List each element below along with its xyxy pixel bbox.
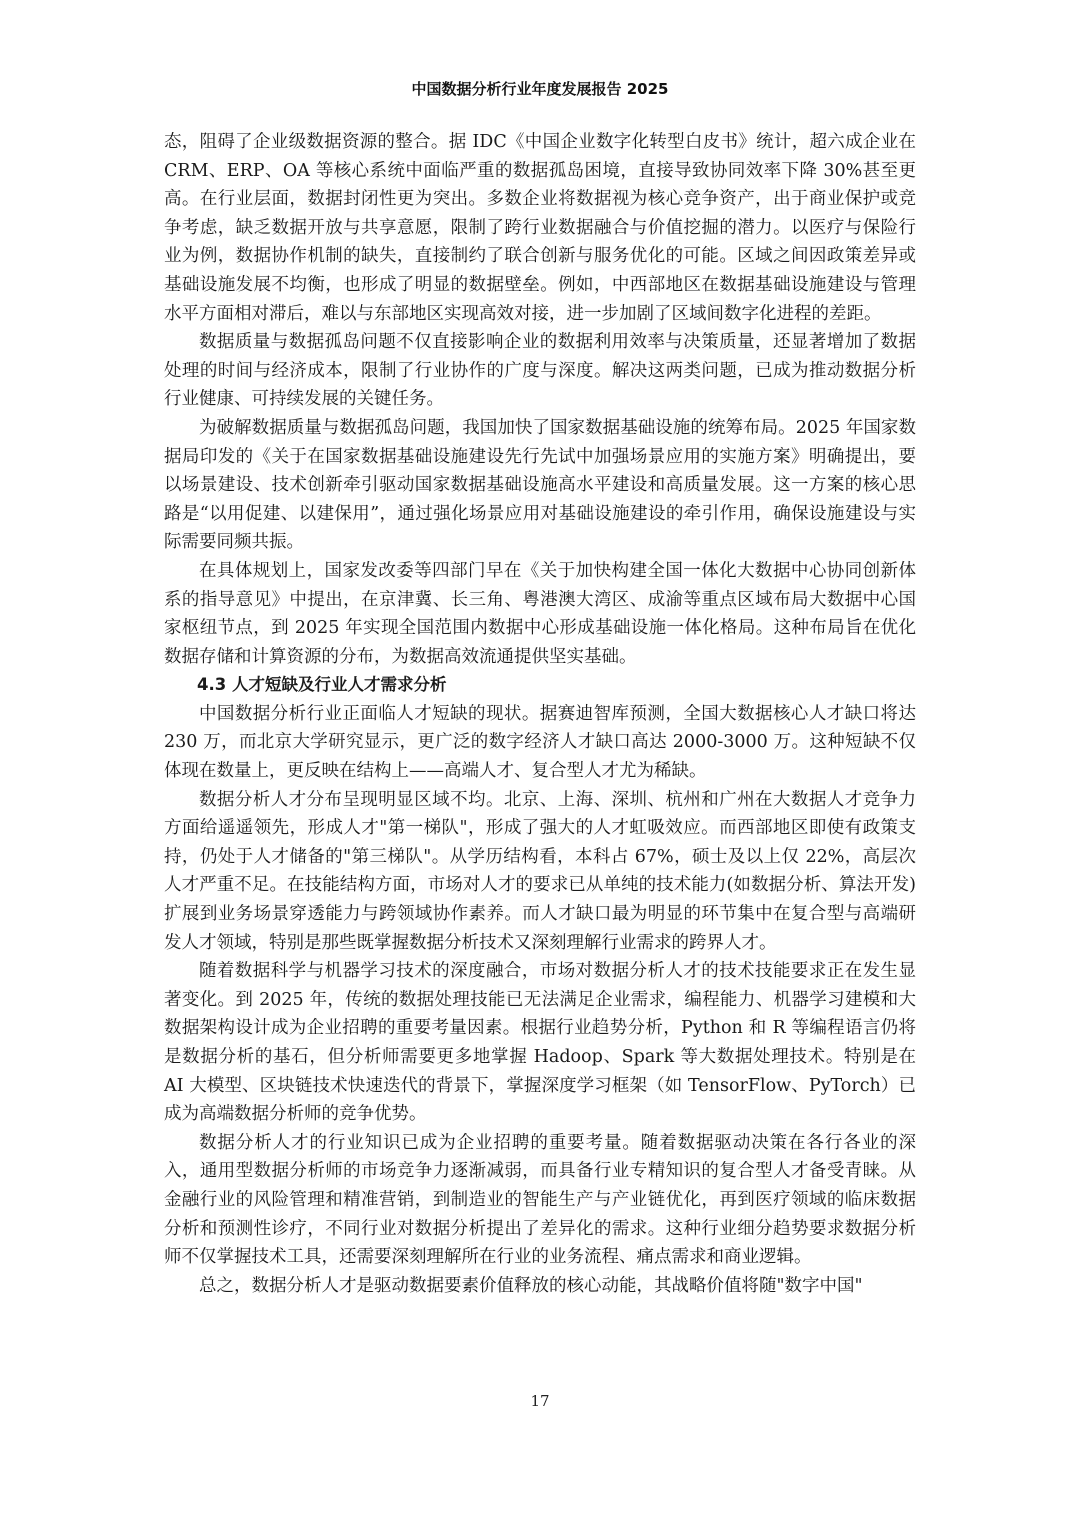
paragraph: 总之，数据分析人才是驱动数据要素价值释放的核心动能，其战略价值将随"数字中国"	[199, 1275, 863, 1296]
paragraph: 数据分析人才的行业知识已成为企业招聘的重要考量。随着数据驱动决策在各行各业的深入，通用型数据分析师的市场竞争力逐渐减弱，而具备行业专精知识的复合型人才备受青睐。从金融行业的风险管理和精准营销，到制造业的智能生产与产业链优化，再到医疗领域的临床数据分析和预测性诊疗，不同行业对数据分析提出了差异化的需求。这种行业细分趋势要求数据分析师不仅掌握技术工具，还需要深刻理解所在行业的业务流程、痛点需求和商业逻辑。	[164, 1132, 916, 1268]
paragraph: 数据质量与数据孤岛问题不仅直接影响企业的数据利用效率与决策质量，还显著增加了数据处理的时间与经济成本，限制了行业协作的广度与深度。解决这两类问题，已成为推动数据分析行业健康、可持续发展的关键任务。	[164, 332, 916, 410]
paragraph: 数据分析人才分布呈现明显区域不均。北京、上海、深圳、杭州和广州在大数据人才竞争力方面给遥遥领先，形成人才"第一梯队"，形成了强大的人才虹吸效应。而西部地区即使有政策支持，仍处于人才储备的"第三梯队"。从学历结构看，本科占 67%，硕士及以上仅 22%，高层次人才严重不足。在技能结构方面，市场对人才的要求已从单纯的技术能力(如数据分析、算法开发)扩展到业务场景穿透能力与跨领域协作素养。而人才缺口最为明显的环节集中在复合型与高端研发人才领域，特别是那些既掌握数据分析技术又深刻理解行业需求的跨界人才。	[164, 789, 916, 953]
page-body	[164, 128, 916, 1300]
paragraph: 随着数据科学与机器学习技术的深度融合，市场对数据分析人才的技术技能要求正在发生显著变化。到 2025 年，传统的数据处理技能已无法满足企业需求，编程能力、机器学习建模和大数据架构设计成为企业招聘的重要考量因素。根据行业趋势分析，Python 和 R 等编程语言仍将是数据分析的基石，但分析师需要更多地掌握 Hadoop、Spark 等大数据处理技术。特别是在 AI 大模型、区块链技术快速迭代的背景下，掌握深度学习框架（如 TensorFlow、PyTorch）已成为高端数据分析师的竞争优势。	[164, 961, 916, 1125]
running-header: 中国数据分析行业年度发展报告 2025	[411, 80, 669, 98]
paragraph: 在具体规划上，国家发改委等四部门早在《关于加快构建全国一体化大数据中心协同创新体系的指导意见》中提出，在京津冀、长三角、粤港澳大湾区、成渝等重点区域布局大数据中心国家枢纽节点，到 2025 年实现全国范围内数据中心形成基础设施一体化格局。这种布局旨在优化数据存储和计算资源的分布，为数据高效流通提供坚实基础。	[164, 560, 916, 667]
paragraph-continued: 态，阻碍了企业级数据资源的整合。据 IDC《中国企业数字化转型白皮书》统计，超六成企业在 CRM、ERP、OA 等核心系统中面临严重的数据孤岛困境，直接导致协同效率下降 30%甚至更高。在行业层面，数据封闭性更为突出。多数企业将数据视为核心竞争资产，出于商业保护或竞争考虑，缺乏数据开放与共享意愿，限制了跨行业数据融合与价值挖掘的潜力。以医疗与保险行业为例，数据协作机制的缺失，直接制约了联合创新与服务优化的可能。区域之间因政策差异或基础设施发展不均衡，也形成了明显的数据壁垒。例如，中西部地区在数据基础设施建设与管理水平方面相对滞后，难以与东部地区实现高效对接，进一步加剧了区域间数字化进程的差距。	[164, 132, 916, 324]
page-number: 17	[530, 1392, 550, 1410]
paragraph: 为破解数据质量与数据孤岛问题，我国加快了国家数据基础设施的统筹布局。2025 年国家数据局印发的《关于在国家数据基础设施建设先行先试中加强场景应用的实施方案》明确提出，要以场景建设、技术创新牵引驱动国家数据基础设施高水平建设和高质量发展。这一方案的核心思路是“以用促建、以建保用”，通过强化场景应用对基础设施建设的牵引作用，确保设施建设与实际需要同频共振。	[164, 417, 916, 553]
section-heading: 4.3 人才短缺及行业人才需求分析	[197, 675, 447, 695]
paragraph: 中国数据分析行业正面临人才短缺的现状。据赛迪智库预测，全国大数据核心人才缺口将达 230 万，而北京大学研究显示，更广泛的数字经济人才缺口高达 2000-3000 万。这种短缺不仅体现在数量上，更反映在结构上——高端人才、复合型人才尤为稀缺。	[164, 703, 916, 782]
